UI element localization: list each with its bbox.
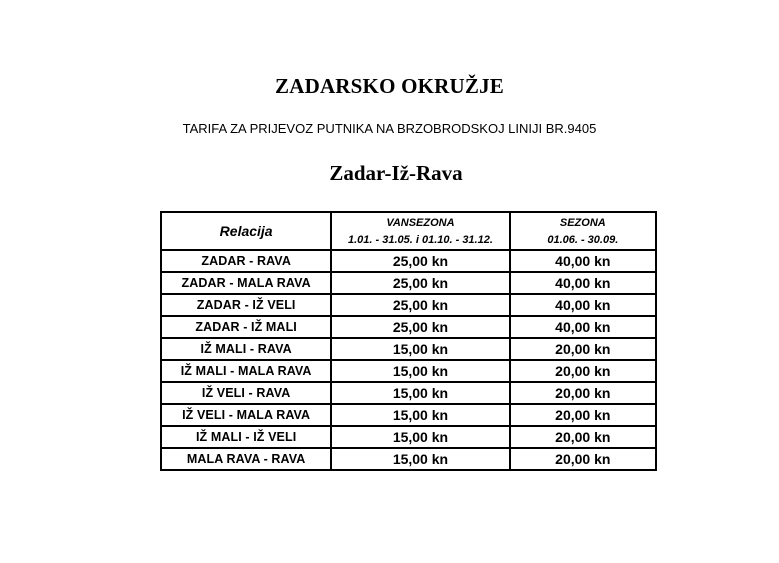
- relation-cell: MALA RAVA - RAVA: [161, 448, 331, 470]
- off-season-price-cell: 15,00 kn: [331, 360, 509, 382]
- table-row: [161, 316, 656, 338]
- off-season-price-cell: 25,00 kn: [331, 272, 509, 294]
- tariff-table: [160, 211, 657, 471]
- header-off-season-label: VANSEZONA: [386, 216, 455, 229]
- off-season-price-cell: 15,00 kn: [331, 404, 509, 426]
- off-season-price-cell: 25,00 kn: [331, 316, 509, 338]
- table-row: [161, 250, 656, 272]
- table-row: [161, 360, 656, 382]
- season-price-cell: 20,00 kn: [510, 404, 656, 426]
- season-price-cell: 20,00 kn: [510, 448, 656, 470]
- header-season: [510, 212, 656, 250]
- season-price-cell: 20,00 kn: [510, 338, 656, 360]
- route-title: Zadar-Iž-Rava: [329, 161, 463, 185]
- table-row: [161, 272, 656, 294]
- season-price-cell: 20,00 kn: [510, 426, 656, 448]
- table-header-row: [161, 212, 656, 250]
- off-season-price-cell: 25,00 kn: [331, 250, 509, 272]
- relation-cell: ZADAR - RAVA: [161, 250, 331, 272]
- season-price-cell: 40,00 kn: [510, 250, 656, 272]
- relation-cell: IŽ VELI - MALA RAVA: [161, 404, 331, 426]
- relation-cell: ZADAR - IŽ VELI: [161, 294, 331, 316]
- document-title: ZADARSKO OKRUŽJE: [275, 74, 504, 98]
- season-price-cell: 40,00 kn: [510, 316, 656, 338]
- off-season-price-cell: 15,00 kn: [331, 426, 509, 448]
- relation-cell: IŽ VELI - RAVA: [161, 382, 331, 404]
- relation-cell: IŽ MALI - IŽ VELI: [161, 426, 331, 448]
- table-row: [161, 448, 656, 470]
- header-season-dates: 01.06. - 30.09.: [547, 233, 619, 246]
- off-season-price-cell: 15,00 kn: [331, 382, 509, 404]
- season-price-cell: 20,00 kn: [510, 360, 656, 382]
- off-season-price-cell: 15,00 kn: [331, 448, 509, 470]
- relation-cell: IŽ MALI - MALA RAVA: [161, 360, 331, 382]
- header-off-season: [331, 212, 509, 250]
- table-row: [161, 426, 656, 448]
- relation-cell: ZADAR - IŽ MALI: [161, 316, 331, 338]
- off-season-price-cell: 25,00 kn: [331, 294, 509, 316]
- relation-cell: ZADAR - MALA RAVA: [161, 272, 331, 294]
- header-season-label: SEZONA: [559, 216, 606, 229]
- table-row: [161, 294, 656, 316]
- table-row: [161, 404, 656, 426]
- season-price-cell: 40,00 kn: [510, 294, 656, 316]
- header-relation: Relacija: [161, 212, 331, 250]
- table-row: [161, 338, 656, 360]
- off-season-price-cell: 15,00 kn: [331, 338, 509, 360]
- table-row: [161, 382, 656, 404]
- season-price-cell: 20,00 kn: [510, 382, 656, 404]
- document-subtitle: TARIFA ZA PRIJEVOZ PUTNIKA NA BRZOBRODSKOJ LINIJI BR.9405: [182, 121, 597, 136]
- header-off-season-dates: 1.01. - 31.05. i 01.10. - 31.12.: [347, 233, 493, 246]
- relation-cell: IŽ MALI - RAVA: [161, 338, 331, 360]
- season-price-cell: 40,00 kn: [510, 272, 656, 294]
